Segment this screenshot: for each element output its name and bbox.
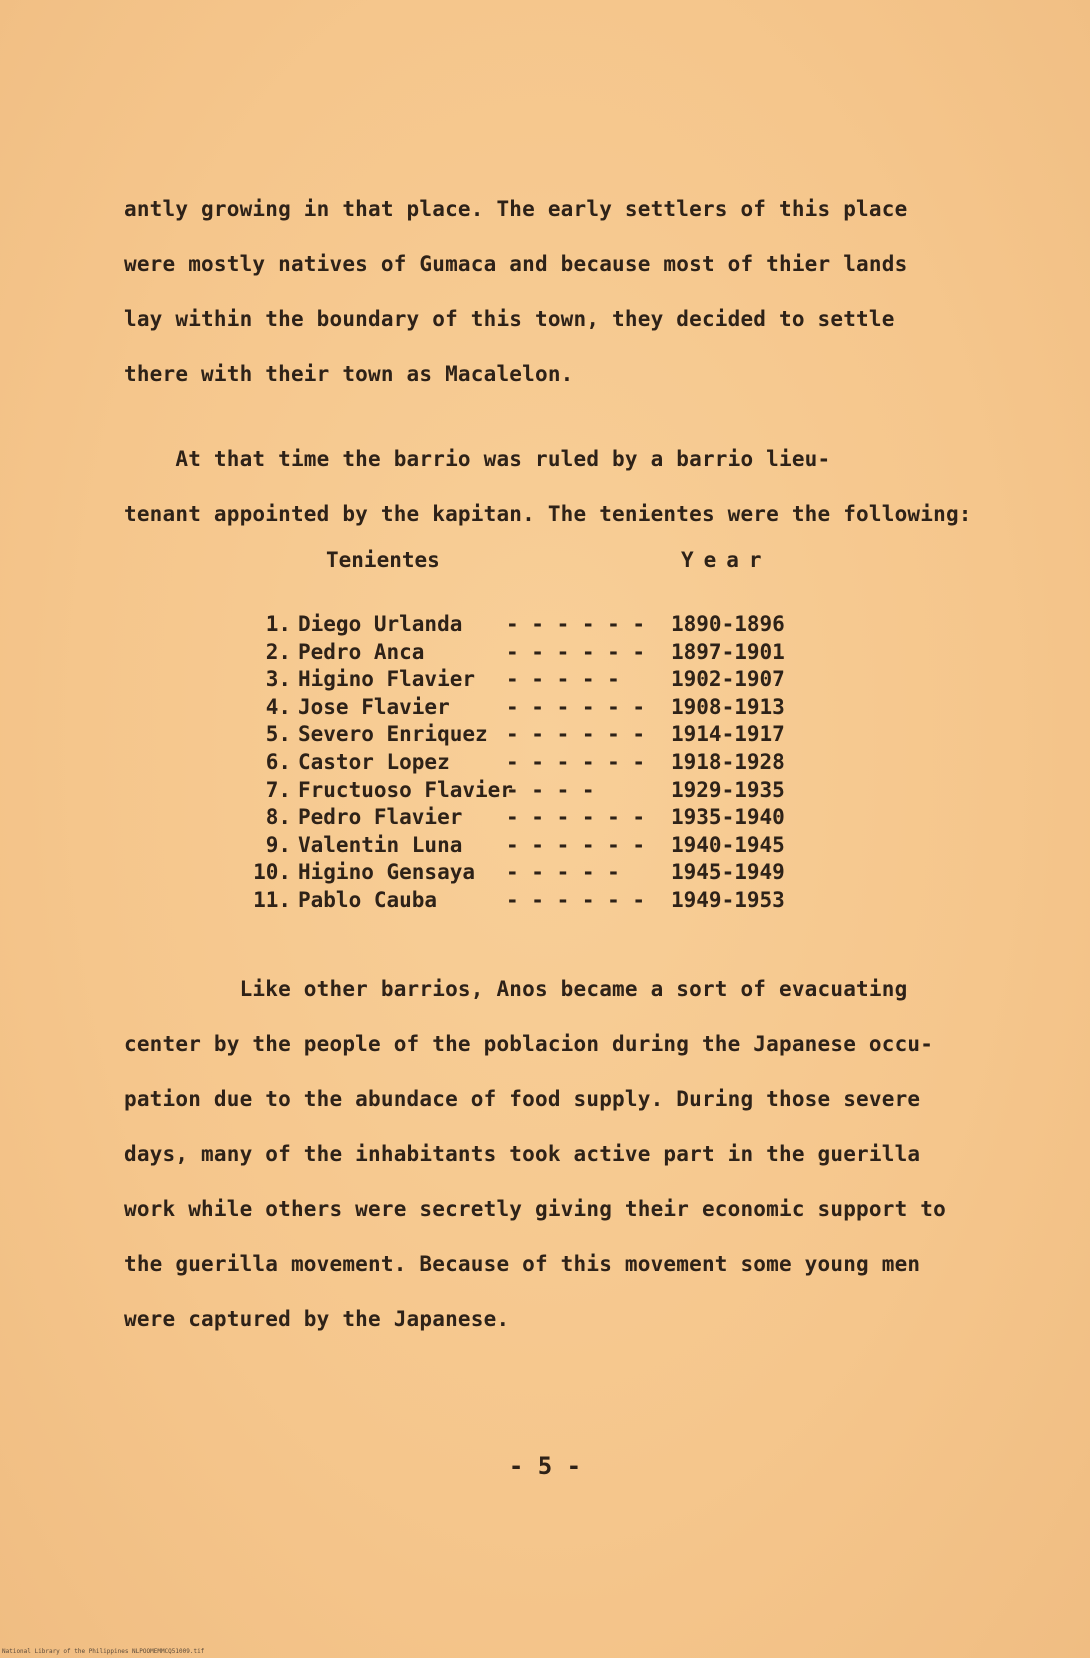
paragraph-1: [124, 182, 1024, 402]
header-year: Year: [681, 548, 772, 572]
table-rows: [253, 612, 816, 916]
row-name: Pedro Anca: [298, 639, 425, 664]
text-line: work while others were secretly giving their economic support to: [124, 1197, 946, 1221]
row-number: 4.: [265, 694, 291, 719]
table-row: [253, 887, 816, 916]
row-name: Pedro Flavier: [298, 805, 463, 830]
row-name: Castor Lopez: [298, 749, 450, 774]
header-tenientes: Tenientes: [326, 548, 440, 572]
row-dashes: - - - - - -: [506, 832, 646, 857]
row-number: 7.: [265, 777, 291, 802]
table-row: [256, 778, 816, 806]
text-line: the guerilla movement. Because of this movement some young men: [124, 1252, 921, 1276]
row-year: 1914-1917: [671, 722, 785, 747]
row-dashes: - - - - - -: [506, 612, 646, 636]
row-name: Diego Urlanda: [298, 612, 463, 636]
table-row: [256, 805, 816, 833]
text-line: were captured by the Japanese.: [124, 1307, 510, 1331]
table-row: [256, 667, 816, 695]
tenientes-table: [253, 548, 816, 912]
row-dashes: - - - - - -: [506, 694, 646, 719]
row-number: 1.: [265, 612, 291, 636]
row-number: 9.: [265, 832, 291, 857]
text-line: were mostly natives of Gumaca and because most of thier lands: [124, 252, 908, 276]
row-dashes: - - - - - -: [506, 887, 646, 912]
table-row: [256, 695, 816, 723]
row-number: 10.: [253, 860, 291, 885]
text-line: pation due to the abundace of food supply. During those severe: [124, 1087, 921, 1111]
row-number: 8.: [265, 805, 291, 830]
text-line: Like other barrios, Anos became a sort of evacuating: [124, 977, 908, 1001]
row-year: 1929-1935: [671, 777, 785, 802]
row-name: Higino Flavier: [298, 667, 476, 692]
row-number: 6.: [265, 749, 291, 774]
text-line: tenant appointed by the kapitan. The tenientes were the following:: [124, 502, 972, 526]
row-year: 1897-1901: [671, 639, 785, 664]
text-line: antly growing in that place. The early settlers of this place: [124, 197, 908, 221]
row-dashes: - - - - - -: [506, 805, 646, 830]
row-year: 1949-1953: [671, 887, 785, 912]
row-name: Severo Enriquez: [298, 722, 488, 747]
table-row: [256, 722, 816, 750]
row-dashes: - - - -: [506, 777, 595, 802]
row-year: 1935-1940: [671, 805, 785, 830]
paragraph-2: [124, 432, 1024, 542]
row-dashes: - - - - -: [506, 860, 620, 885]
table-row: [256, 750, 816, 778]
text-line: lay within the boundary of this town, they decided to settle: [124, 307, 895, 331]
row-number: 5.: [265, 722, 291, 747]
table-row: [256, 612, 816, 640]
row-year: 1890-1896: [671, 612, 785, 636]
scan-footer: National Library of the Philippines NLPOOMEMMCQ51009.tif: [2, 1648, 205, 1655]
table-row: [256, 833, 816, 861]
row-year: 1908-1913: [671, 694, 785, 719]
text-line: days, many of the inhabitants took active part in the guerilla: [124, 1142, 921, 1166]
row-name: Pablo Cauba: [298, 887, 438, 912]
table-header: [256, 548, 816, 588]
row-dashes: - - - - - -: [506, 639, 646, 664]
table-row: [253, 860, 816, 888]
row-name: Valentin Luna: [298, 832, 463, 857]
row-dashes: - - - - -: [506, 667, 620, 692]
row-name: Higino Gensaya: [298, 860, 476, 885]
paragraph-3: [124, 962, 1024, 1347]
row-year: 1940-1945: [671, 832, 785, 857]
text-line: there with their town as Macalelon.: [124, 362, 574, 386]
text-line: At that time the barrio was ruled by a barrio lieu-: [124, 447, 831, 471]
row-number: 11.: [253, 887, 291, 912]
text-line: center by the people of the poblacion during the Japanese occu-: [124, 1032, 934, 1056]
row-dashes: - - - - - -: [506, 722, 646, 747]
row-dashes: - - - - - -: [506, 749, 646, 774]
page-number: - 5 -: [508, 1452, 582, 1480]
table-row: [256, 640, 816, 668]
row-year: 1945-1949: [671, 860, 785, 885]
row-number: 2.: [265, 639, 291, 664]
row-name: Jose Flavier: [298, 694, 450, 719]
row-name: Fructuoso Flavier: [298, 777, 513, 802]
row-number: 3.: [265, 667, 291, 692]
row-year: 1902-1907: [671, 667, 785, 692]
row-year: 1918-1928: [671, 749, 785, 774]
